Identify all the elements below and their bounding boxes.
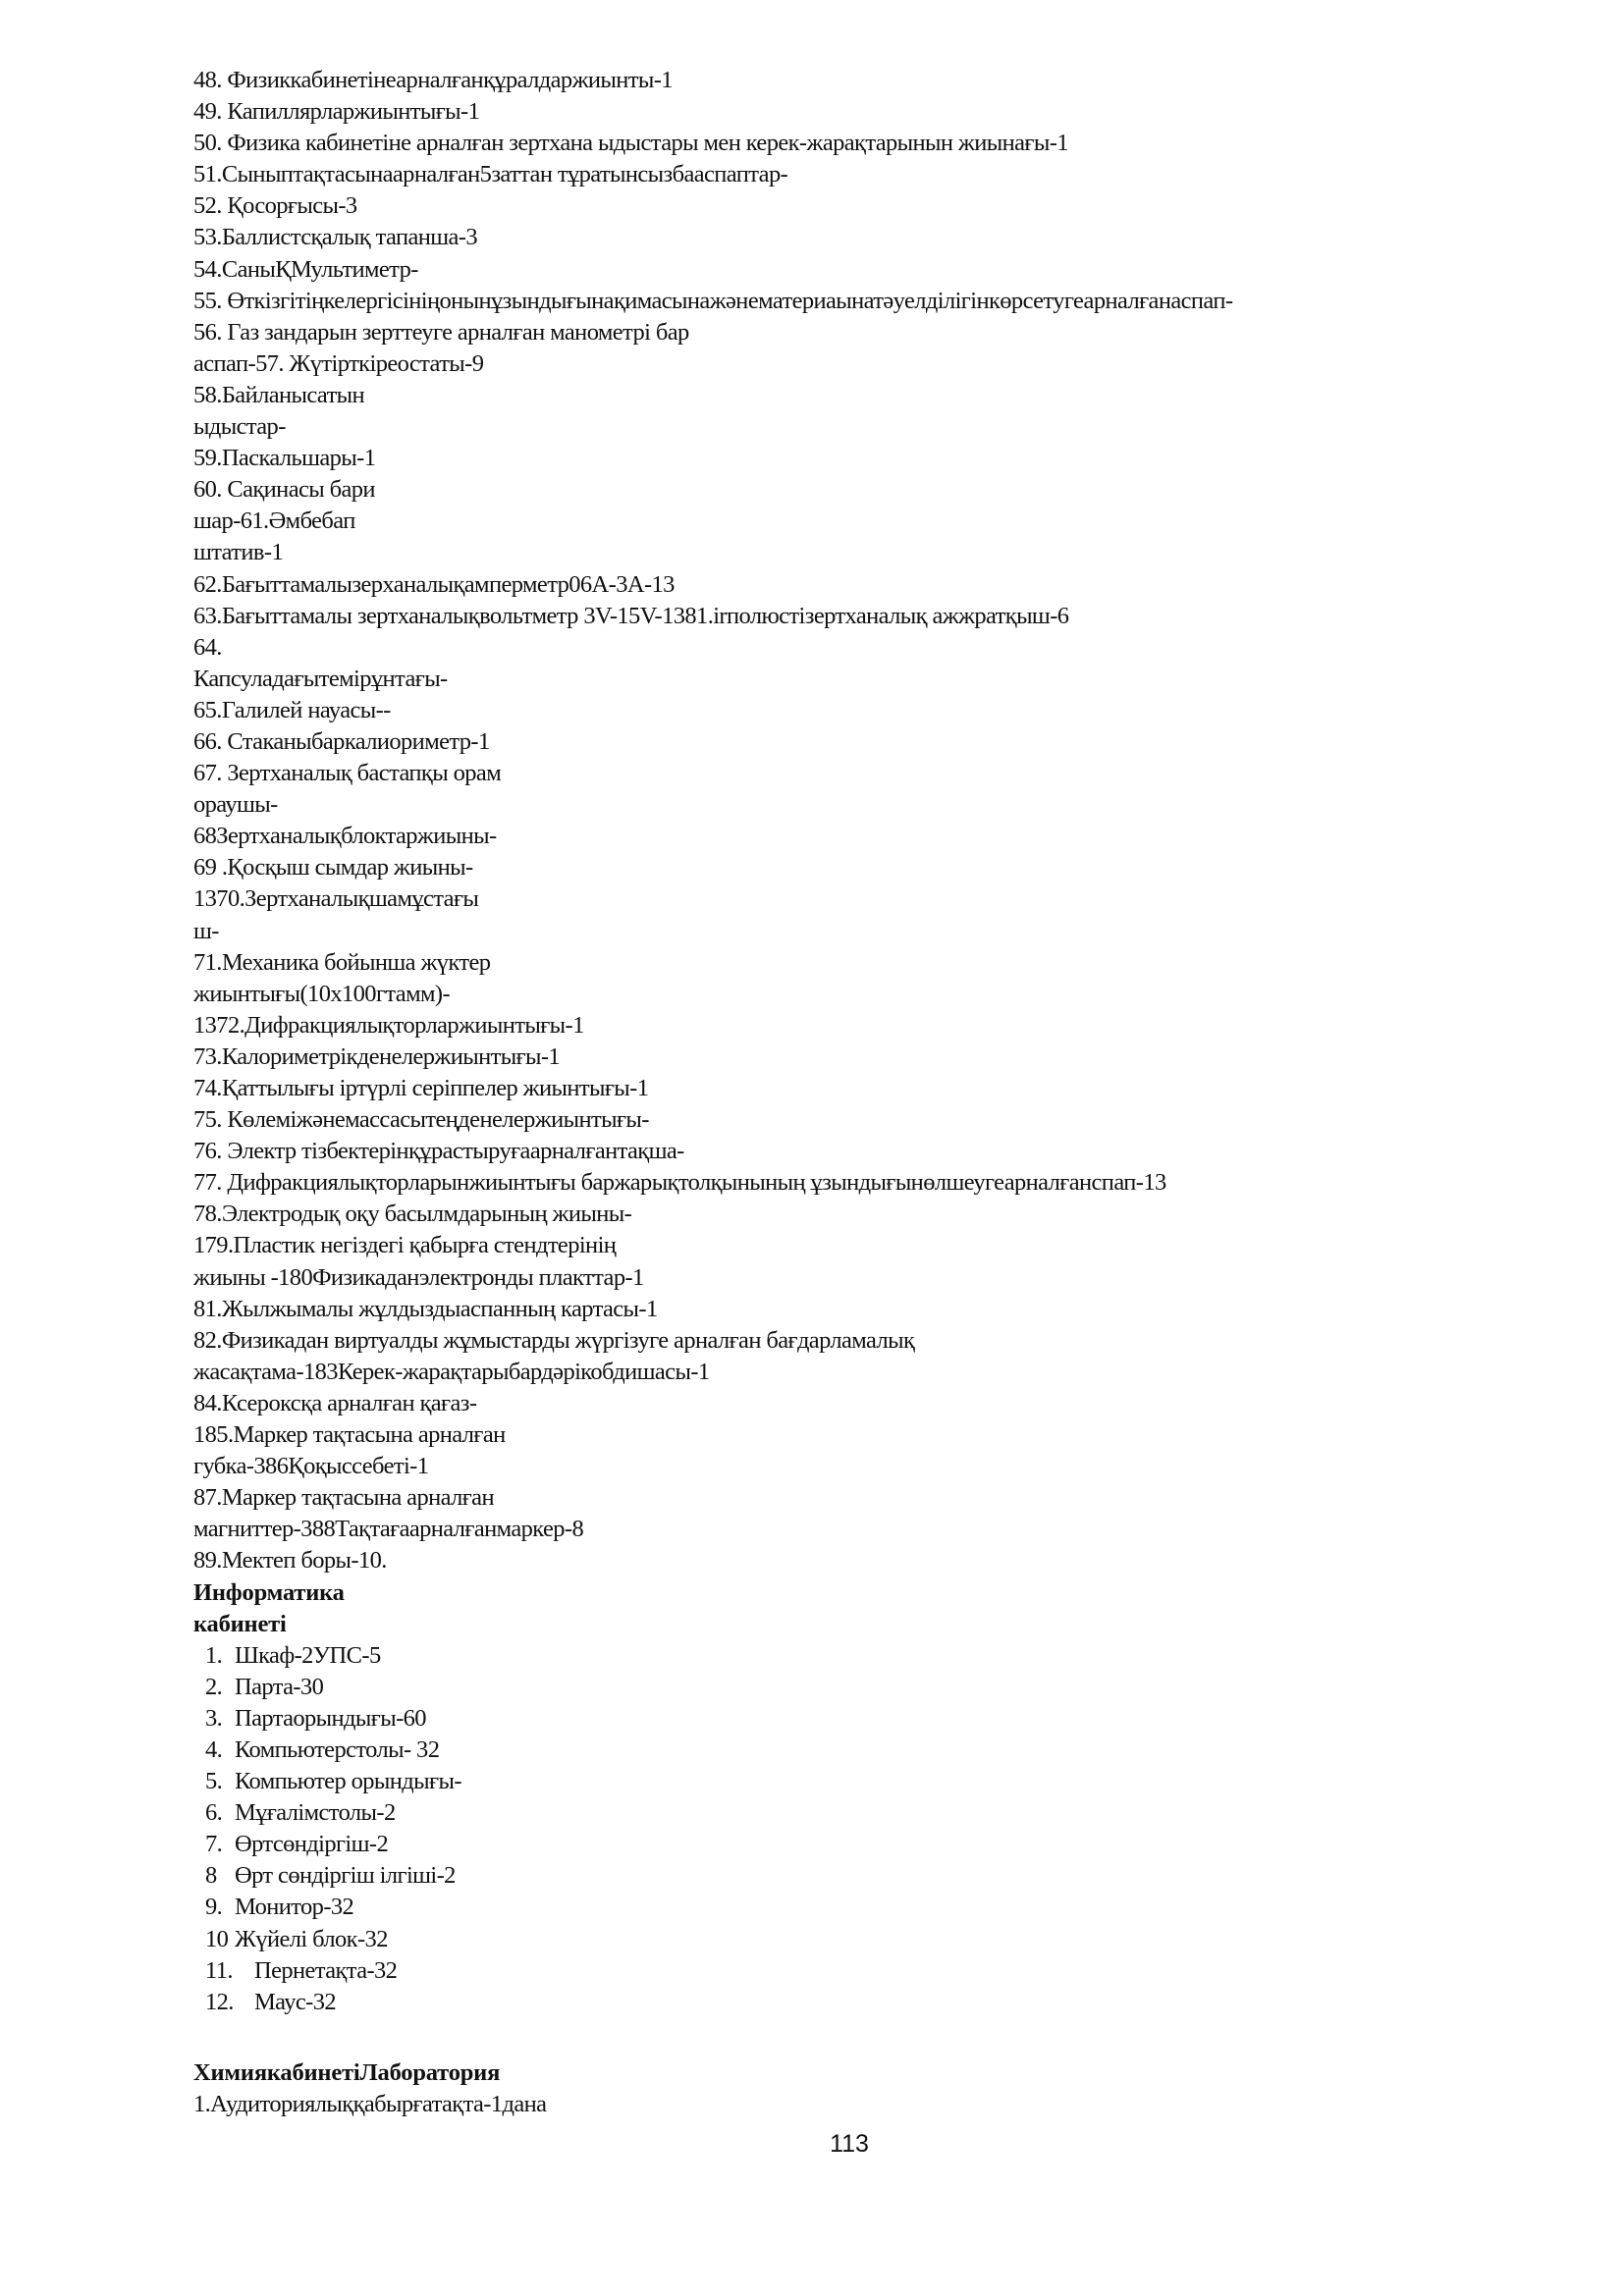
list-item-number: 8 bbox=[205, 1862, 217, 1890]
list-item-text: Компьютер орындығы- bbox=[235, 1768, 461, 1795]
list-item: 67. Зертханалық бастапқы орам bbox=[193, 760, 502, 787]
list-item: 69 .Қосқыш сымдар жиыны- bbox=[193, 854, 473, 881]
list-item bbox=[193, 1829, 1232, 1860]
list-item: 71.Механика бойынша жүктер bbox=[193, 948, 491, 976]
list-item-number: 4. bbox=[205, 1735, 223, 1763]
list-item: 75. Көлеміжәнемассасытеңденелержиынтығы- bbox=[193, 1106, 649, 1134]
list-item: магниттер-388Тақтағаарналғанмаркер-8 bbox=[193, 1516, 584, 1543]
list-item-text: Шкаф-2УПС-5 bbox=[235, 1641, 381, 1669]
list-item: ыдыстар- bbox=[193, 413, 286, 441]
list-item-number: 9. bbox=[205, 1894, 223, 1921]
list-item: 76. Электр тізбектерінқұрастыруғаарналғантақша- bbox=[193, 1138, 684, 1165]
list-item: 73.Калориметрікденелержиынтығы-1 bbox=[193, 1042, 561, 1070]
informatics-heading-line1: Информатика bbox=[193, 1578, 345, 1606]
list-item-number: 1. bbox=[205, 1641, 223, 1669]
list-item: штатив-1 bbox=[193, 539, 284, 566]
chemistry-equipment-list bbox=[193, 2089, 1232, 2120]
list-item-text: Парта-30 bbox=[235, 1673, 324, 1700]
list-item bbox=[193, 1860, 1232, 1892]
list-item: 64. bbox=[193, 633, 222, 661]
list-item: 68Зертханалықблоктаржиыны- bbox=[193, 823, 497, 850]
list-item bbox=[193, 1640, 1232, 1672]
list-item bbox=[193, 1955, 1232, 1987]
list-item-number: 7. bbox=[205, 1831, 223, 1858]
list-item bbox=[193, 1924, 1232, 1955]
list-item bbox=[193, 1892, 1232, 1923]
list-item-text: Компьютерстолы- 32 bbox=[235, 1735, 440, 1763]
list-item: 48. Физиккабинетінеарналғанқұралдаржиынты-1 bbox=[193, 67, 673, 93]
list-item: аспап-57. Жүтірткіреостаты-9 bbox=[193, 349, 484, 377]
list-item: 78.Электродық оқу басылмдарының жиыны- bbox=[193, 1201, 632, 1228]
list-item-number: 2. bbox=[205, 1673, 223, 1700]
list-item-number: 3. bbox=[205, 1704, 223, 1732]
list-item-number: 10 bbox=[205, 1925, 229, 1952]
list-item: 58.Байланысатын bbox=[193, 381, 365, 408]
list-item-text: Өртсөндіргіш-2 bbox=[235, 1831, 389, 1858]
list-item-text: Мұғалімстолы-2 bbox=[235, 1799, 396, 1827]
list-item-number: 12. bbox=[205, 1988, 234, 2015]
section-spacer bbox=[193, 2018, 1232, 2057]
physics-equipment-list bbox=[193, 65, 1232, 1577]
list-item: 49. Капиллярларжиынтығы-1 bbox=[193, 98, 480, 126]
list-item: 1.Аудиториялыққабырғатақта-1дана bbox=[193, 2090, 547, 2117]
list-item: ораушы- bbox=[193, 791, 278, 819]
list-item bbox=[193, 1672, 1232, 1703]
list-item-number: 5. bbox=[205, 1768, 223, 1795]
list-item bbox=[193, 1797, 1232, 1829]
list-item: 89.Мектеп боры-10. bbox=[193, 1547, 387, 1575]
informatics-equipment-list bbox=[193, 1640, 1232, 2018]
list-item bbox=[193, 1735, 1232, 1766]
list-item: 87.Маркер тақтасына арналған bbox=[193, 1484, 494, 1512]
list-item: 51.Сыныптақтасынаарналған5заттан тұратынсызбааспаптар- bbox=[193, 161, 788, 188]
list-item: 55. Өткізгітіңкелергісініңонынұзындығынақимасынажәнематериаынатәуелділігінкөрсетугеарналғанаспап- bbox=[193, 287, 1233, 314]
list-item-number: 11. bbox=[205, 1956, 233, 1984]
chemistry-heading: ХимиякабинетіЛаборатория bbox=[193, 2058, 501, 2086]
page-content bbox=[193, 65, 1232, 2120]
list-item-text: Маус-32 bbox=[254, 1988, 336, 2015]
list-item: Капсуладағытемірұнтағы- bbox=[193, 665, 448, 692]
list-item: жасақтама-183Керек-жарақтарыбардәрікобдишасы-1 bbox=[193, 1358, 710, 1385]
list-item: 50. Физика кабинетіне арналған зертхана ыдыстары мен керек-жарақтарынын жиынағы-1 bbox=[193, 130, 1068, 157]
list-item: 53.Баллистсқалық тапанша-3 bbox=[193, 224, 478, 251]
list-item-number: 6. bbox=[205, 1799, 223, 1827]
list-item bbox=[193, 1766, 1232, 1797]
list-item: 81.Жылжымалы жұлдыздыаспанның картасы-1 bbox=[193, 1295, 658, 1322]
list-item-text: Монитор-32 bbox=[235, 1894, 354, 1921]
informatics-heading-line2: кабинеті bbox=[193, 1610, 287, 1637]
list-item: 84.Ксероксқа арналған қағаз- bbox=[193, 1389, 477, 1416]
list-item bbox=[193, 1987, 1232, 2018]
list-item: ш- bbox=[193, 917, 219, 944]
list-item: 74.Қаттылығы іртүрлі серіппелер жиынтығы-1 bbox=[193, 1075, 649, 1101]
list-item: жиыны -180Физикаданэлектронды плакттар-1 bbox=[193, 1263, 644, 1291]
list-item: жиынтығы(10х100гтамм)- bbox=[193, 980, 451, 1007]
list-item: 66. Стаканыбаркалиориметр-1 bbox=[193, 727, 490, 755]
list-item: 59.Паскальшары-1 bbox=[193, 445, 376, 472]
list-item-text: Партаорындығы-60 bbox=[235, 1704, 426, 1732]
list-item: губка-386Қоқыссебеті-1 bbox=[193, 1453, 429, 1480]
list-item: 54.СаныҚМультиметр- bbox=[193, 255, 418, 283]
list-item: шар-61.Әмбебап bbox=[193, 507, 355, 535]
list-item: 185.Маркер тақтасына арналған bbox=[193, 1421, 506, 1449]
list-item: 63.Бағыттамалы зертханалықвольтметр 3V-15V-1381.іrполюстізертханалық ажжратқыш-6 bbox=[193, 602, 1069, 629]
list-item: 179.Пластик негіздегі қабырға стендтерінің bbox=[193, 1232, 617, 1259]
list-item: 77. Дифракциялықторларынжиынтығы баржарықтолқынының ұзындығынөлшеугеарналғанспап-13 bbox=[193, 1169, 1166, 1197]
list-item-text: Пернетақта-32 bbox=[254, 1956, 398, 1984]
list-item: 56. Газ зандарын зерттеуге арналған манометрі бар bbox=[193, 318, 689, 346]
list-item: 62.Бағыттамалызерханалықамперметр06А-3А-13 bbox=[193, 570, 675, 598]
list-item bbox=[193, 1703, 1232, 1735]
list-item-text: Жүйелі блок-32 bbox=[235, 1925, 388, 1952]
list-item: 52. Қосорғысы-3 bbox=[193, 192, 357, 220]
page-number: 113 bbox=[830, 2130, 869, 2158]
list-item: 1372.Дифракциялықторларжиынтығы-1 bbox=[193, 1011, 584, 1039]
list-item: 65.Галилей науасы-- bbox=[193, 696, 391, 723]
list-item: 82.Физикадан виртуалды жұмыстарды жүргізуге арналған бағдарламалық bbox=[193, 1326, 915, 1354]
list-item: 60. Сақинасы бари bbox=[193, 476, 375, 504]
list-item-text: Өрт сөндіргіш ілгіші-2 bbox=[235, 1862, 456, 1890]
list-item: 1370.Зертханалықшамұстағы bbox=[193, 885, 479, 913]
